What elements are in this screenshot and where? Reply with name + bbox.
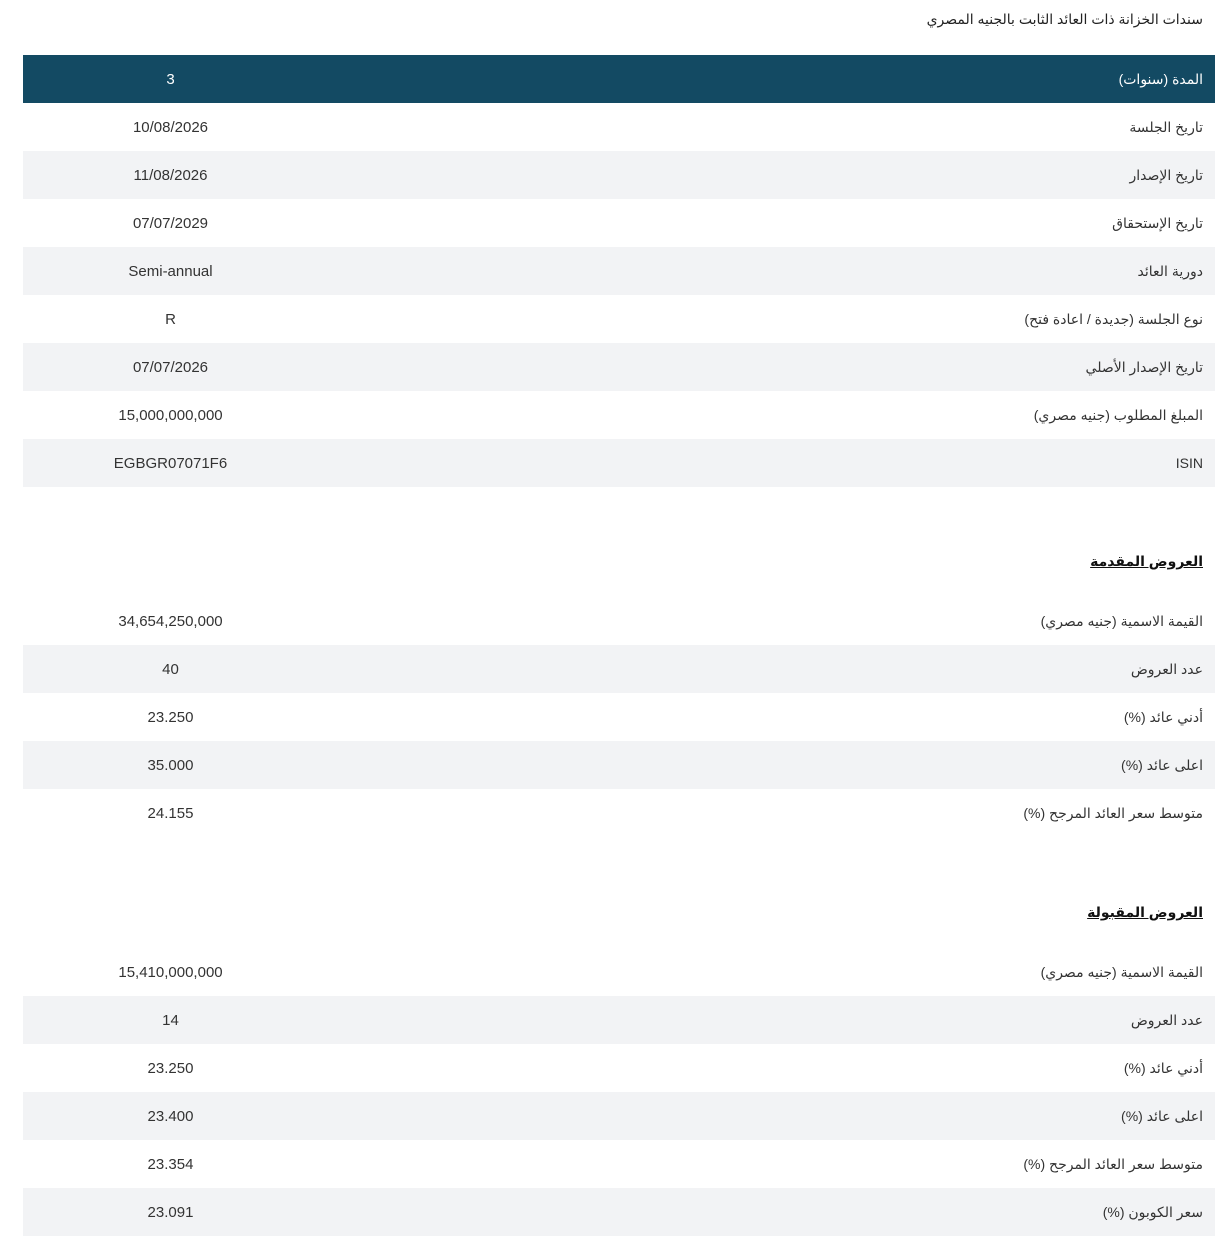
accepted-coupon-rate-label: سعر الكوبون (%) — [318, 1188, 1215, 1236]
table-row-offers-min-yield — [23, 693, 1215, 741]
offers-accepted-heading: العروض المقبولة — [1087, 904, 1203, 920]
table-row-session-type — [23, 295, 1215, 343]
accepted-min-yield-value: 23.250 — [147, 1059, 194, 1077]
offers-weighted-avg-value: 24.155 — [147, 804, 194, 822]
accepted-min-yield-label: أدني عائد (%) — [1123, 1059, 1203, 1076]
table-row-offers-count — [23, 645, 1215, 693]
bond-details-table — [23, 55, 1215, 487]
accepted-weighted-avg-value: 23.354 — [147, 1155, 194, 1173]
accepted-coupon-rate-value: 23.091 — [23, 1188, 318, 1236]
original-issue-date-value: 07/07/2026 — [23, 343, 318, 391]
issue-date-label: تاريخ الإصدار — [318, 151, 1215, 199]
session-date-value: 10/08/2026 — [132, 118, 209, 136]
offers-submitted-heading: العروض المقدمة — [1090, 553, 1203, 569]
offers-nominal-label: القيمة الاسمية (جنيه مصري) — [1040, 612, 1203, 629]
table-row-requested-amount — [23, 391, 1215, 439]
offers-min-yield-value: 23.250 — [147, 708, 194, 726]
requested-amount-label: المبلغ المطلوب (جنيه مصري) — [1033, 406, 1203, 423]
duration-label: المدة (سنوات) — [318, 55, 1215, 103]
table-row-offers-max-yield — [23, 741, 1215, 789]
table-row-accepted-min-yield — [23, 1044, 1215, 1092]
original-issue-date-label: تاريخ الإصدار الأصلي — [318, 343, 1215, 391]
table-row-isin — [23, 439, 1215, 487]
duration-value: 3 — [23, 55, 318, 103]
table-row-accepted-coupon-rate — [23, 1188, 1215, 1236]
offers-max-yield-value: 35.000 — [23, 741, 318, 789]
accepted-count-label: عدد العروض — [318, 996, 1215, 1044]
table-row-issue-date — [23, 151, 1215, 199]
offers-count-value: 40 — [23, 645, 318, 693]
accepted-nominal-label: القيمة الاسمية (جنيه مصري) — [1040, 963, 1203, 980]
requested-amount-value: 15,000,000,000 — [118, 406, 223, 424]
table-row-accepted-count — [23, 996, 1215, 1044]
table-row-accepted-nominal-value — [23, 948, 1215, 996]
offers-weighted-avg-label: متوسط سعر العائد المرجح (%) — [1023, 804, 1203, 821]
offers-max-yield-label: اعلى عائد (%) — [318, 741, 1215, 789]
isin-value: EGBGR07071F6 — [23, 439, 318, 487]
page-title: سندات الخزانة ذات العائد الثابت بالجنيه المصري — [926, 11, 1203, 27]
table-row-accepted-weighted-avg — [23, 1140, 1215, 1188]
session-type-label: نوع الجلسة (جديدة / اعادة فتح) — [1024, 310, 1203, 327]
session-date-label: تاريخ الجلسة — [1129, 118, 1203, 135]
accepted-count-value: 14 — [23, 996, 318, 1044]
table-row-offers-weighted-avg — [23, 789, 1215, 837]
coupon-frequency-value: Semi-annual — [23, 247, 318, 295]
offers-submitted-table — [23, 597, 1215, 837]
table-row-maturity-date — [23, 199, 1215, 247]
table-row-accepted-max-yield — [23, 1092, 1215, 1140]
table-row-original-issue-date — [23, 343, 1215, 391]
offers-count-label: عدد العروض — [318, 645, 1215, 693]
accepted-max-yield-label: اعلى عائد (%) — [318, 1092, 1215, 1140]
accepted-weighted-avg-label: متوسط سعر العائد المرجح (%) — [1023, 1155, 1203, 1172]
accepted-max-yield-value: 23.400 — [23, 1092, 318, 1140]
table-row-duration — [23, 55, 1215, 103]
table-row-offers-nominal-value — [23, 597, 1215, 645]
issue-date-value: 11/08/2026 — [23, 151, 318, 199]
offers-nominal-value: 34,654,250,000 — [118, 612, 223, 630]
maturity-date-label: تاريخ الإستحقاق — [1112, 214, 1203, 231]
table-row-coupon-frequency — [23, 247, 1215, 295]
isin-label: ISIN — [318, 439, 1215, 487]
accepted-nominal-value: 15,410,000,000 — [118, 963, 223, 981]
offers-min-yield-label: أدني عائد (%) — [1123, 708, 1203, 725]
session-type-value: R — [165, 310, 176, 328]
coupon-frequency-label: دورية العائد — [318, 247, 1215, 295]
offers-accepted-table — [23, 948, 1215, 1236]
table-row-session-date — [23, 103, 1215, 151]
maturity-date-value: 07/07/2029 — [132, 214, 209, 232]
